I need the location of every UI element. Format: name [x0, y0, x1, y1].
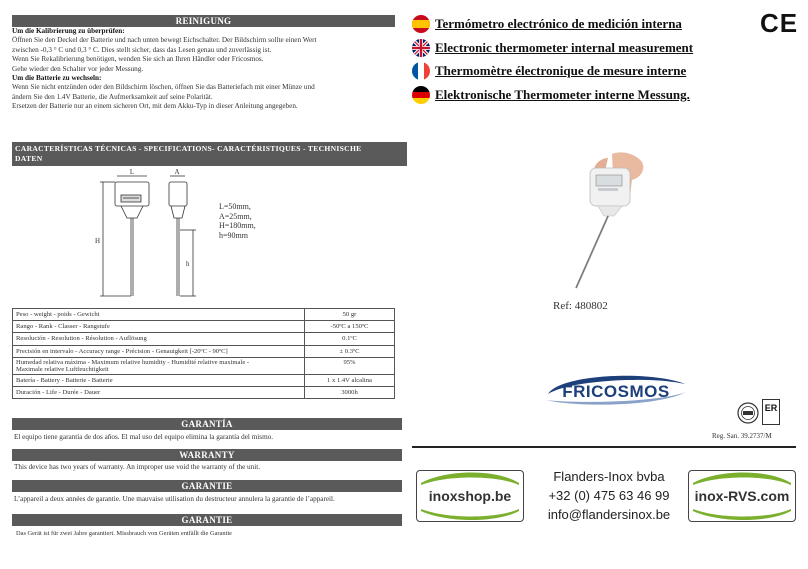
- table-row: [13, 374, 395, 386]
- reference-number: Ref: 480802: [553, 300, 608, 312]
- spec-value: 1 x 1.4V alcalina: [305, 374, 395, 386]
- reinigung-line: Gehe wieder den Schalter vor jeder Messung.: [12, 64, 144, 73]
- warranty-text: Das Gerät ist für zwei Jahre garantiert. Missbrauch von Geräten entfällt die Garantie: [16, 530, 232, 537]
- title-text: Thermomètre électronique de mesure interne: [435, 63, 687, 78]
- dim-A: A=25mm,: [219, 211, 252, 221]
- reinigung-line: zwischen -0,3 ° C und 0,3 ° C. Dies stellt sicher, dass das Lesen genau und zuverlässig ist.: [12, 45, 272, 54]
- spec-label: Peso - weight - poids - Gewicht: [13, 309, 305, 321]
- dim-label-A: A: [174, 168, 180, 176]
- warranty-header: GARANTIE: [181, 481, 233, 491]
- dim-H: H=180mm,: [219, 221, 256, 231]
- spec-label: Precisión en intervalo - Accuracy range - Précision - Genauigkeit [-20ºC - 90ºC]: [13, 345, 305, 357]
- dim-label-H: H: [95, 237, 101, 245]
- spec-label: Rango - Rank - Classer - Rangstufe: [13, 321, 305, 333]
- table-row: [13, 345, 395, 357]
- title-de: [412, 85, 690, 105]
- warranty-text: El equipo tiene garantía de dos años. El mal uso del equipo elimina la garantía del mismo.: [14, 433, 274, 441]
- dim-label-h: h: [186, 260, 190, 268]
- dim-label-L: L: [129, 168, 135, 176]
- section-header-reinigung: [12, 15, 395, 27]
- spec-label: [13, 357, 305, 374]
- reinigung-line: Öffnen Sie den Deckel der Batterie und nach unten bewegt Eichschalter. Der Bildschirm sollte einen Wert: [12, 36, 317, 45]
- spec-value: 95%: [305, 357, 395, 374]
- er-mark: ER: [764, 403, 778, 413]
- spec-table: [12, 308, 395, 399]
- warranty-header: GARANTÍA: [181, 419, 233, 429]
- section-header-garantie-fr: [12, 480, 402, 492]
- registration-number: Reg. San. 39.2737/M: [712, 432, 772, 440]
- ce-mark-icon: CE: [760, 8, 799, 38]
- specs-header-line1: CARACTERÍSTICAS TÉCNICAS - SPECIFICATIONS- CARACTÉRISTIQUES - TECHNISCHE: [15, 144, 362, 153]
- section-header-warranty: [12, 449, 402, 461]
- france-flag-icon: [412, 62, 430, 80]
- uk-flag-icon: [412, 39, 430, 57]
- warranty-header: GARANTIE: [181, 515, 233, 525]
- germany-flag-icon: [412, 86, 430, 104]
- warranty-header: WARRANTY: [179, 450, 235, 460]
- kalibrierung-title: Um die Kalibrierung zu überprüfen:: [12, 27, 125, 35]
- section-header-garantie-de: [12, 514, 402, 526]
- phone-number: +32 (0) 475 63 46 99: [548, 488, 670, 503]
- warranty-text: L’appareil a deux années de garantie. Une mauvaise utilisation du destructeur annulera la garantie de l’appareil.: [14, 495, 335, 503]
- batterie-line: ändern Sie den 1.4V Batterie, die Aufmerksamkeit auf seine Polarität.: [12, 92, 213, 101]
- batterie-line: Ersetzen der Batterie nur an einem sicheren Ort, mit dem Akku-Typ in dieser Anleitung angegeben.: [12, 102, 298, 111]
- batterie-line: Wenn Sie nicht entzünden oder den Bildschirm löschen, öffnen Sie das Batteriefach mit einer Münze und: [12, 83, 315, 92]
- dimension-values: [219, 202, 256, 240]
- thermometer-dimension-drawing: [85, 168, 210, 303]
- section-header-garantia: [12, 418, 402, 430]
- email-address: info@flandersinox.be: [547, 507, 671, 522]
- er-certification-icon: [762, 399, 780, 425]
- inox-rvs-text: inox-RVS.com: [694, 488, 790, 504]
- title-es: [412, 14, 682, 34]
- section-header-specs: [12, 142, 407, 166]
- brand-name: FRICOSMOS: [562, 382, 670, 401]
- title-text: Electronic thermometer internal measurement: [435, 40, 694, 55]
- fricosmos-logo: [540, 370, 690, 410]
- footer-divider: [412, 446, 796, 448]
- spec-value: 3000h: [305, 386, 395, 398]
- reinigung-line: Wenn Sie Rekalibrierung benötigen, wenden Sie sich an Ihren Händler oder Fricosmos.: [12, 55, 264, 64]
- table-row: [13, 386, 395, 398]
- reinigung-header: REINIGUNG: [175, 16, 232, 26]
- spec-label: Batería - Battery - Batterie - Batterie: [13, 374, 305, 386]
- spec-value: ± 0.3ºC: [305, 345, 395, 357]
- table-row: [13, 321, 395, 333]
- thermometer-product-photo: [560, 148, 650, 293]
- inoxshop-text: inoxshop.be: [428, 488, 512, 504]
- reinigung-text: [12, 27, 407, 112]
- table-row: [13, 357, 395, 374]
- table-row: [13, 333, 395, 345]
- spec-label: Duración - Life - Durée - Dauer: [13, 386, 305, 398]
- company-name: Flanders-Inox bvba: [553, 469, 665, 484]
- spec-label-line1: Humedad relativa máxima - Maximum relative humidity - Humidité relative maximale -: [16, 358, 250, 366]
- contact-block: [534, 467, 684, 524]
- inox-rvs-logo: [688, 470, 796, 522]
- spec-value: 0.1ºC: [305, 333, 395, 345]
- spec-value: 50 gr: [305, 309, 395, 321]
- title-fr: [412, 61, 686, 81]
- dim-L: L=50mm,: [219, 202, 251, 211]
- dim-h: h=90mm: [219, 230, 248, 240]
- spec-label-line2: Maximale relative Luftfeuchtigkeit: [16, 365, 109, 373]
- certification-seal-icon: [737, 402, 759, 424]
- title-text: Elektronische Thermometer interne Messung.: [435, 87, 690, 102]
- title-en: [412, 38, 693, 58]
- spain-flag-icon: [412, 15, 430, 33]
- warranty-text: This device has two years of warranty. An improper use void the warranty of the unit.: [14, 463, 261, 471]
- spec-label: Resolución - Resolution - Résolution - Auflösung: [13, 333, 305, 345]
- batterie-title: Um die Batterie zu wechseln:: [12, 74, 102, 83]
- inoxshop-logo: [416, 470, 524, 522]
- table-row: [13, 309, 395, 321]
- spec-value: -50ºC a 150ºC: [305, 321, 395, 333]
- specs-header-line2: DATEN: [15, 154, 43, 163]
- title-text: Termómetro electrónico de medición interna: [435, 16, 682, 31]
